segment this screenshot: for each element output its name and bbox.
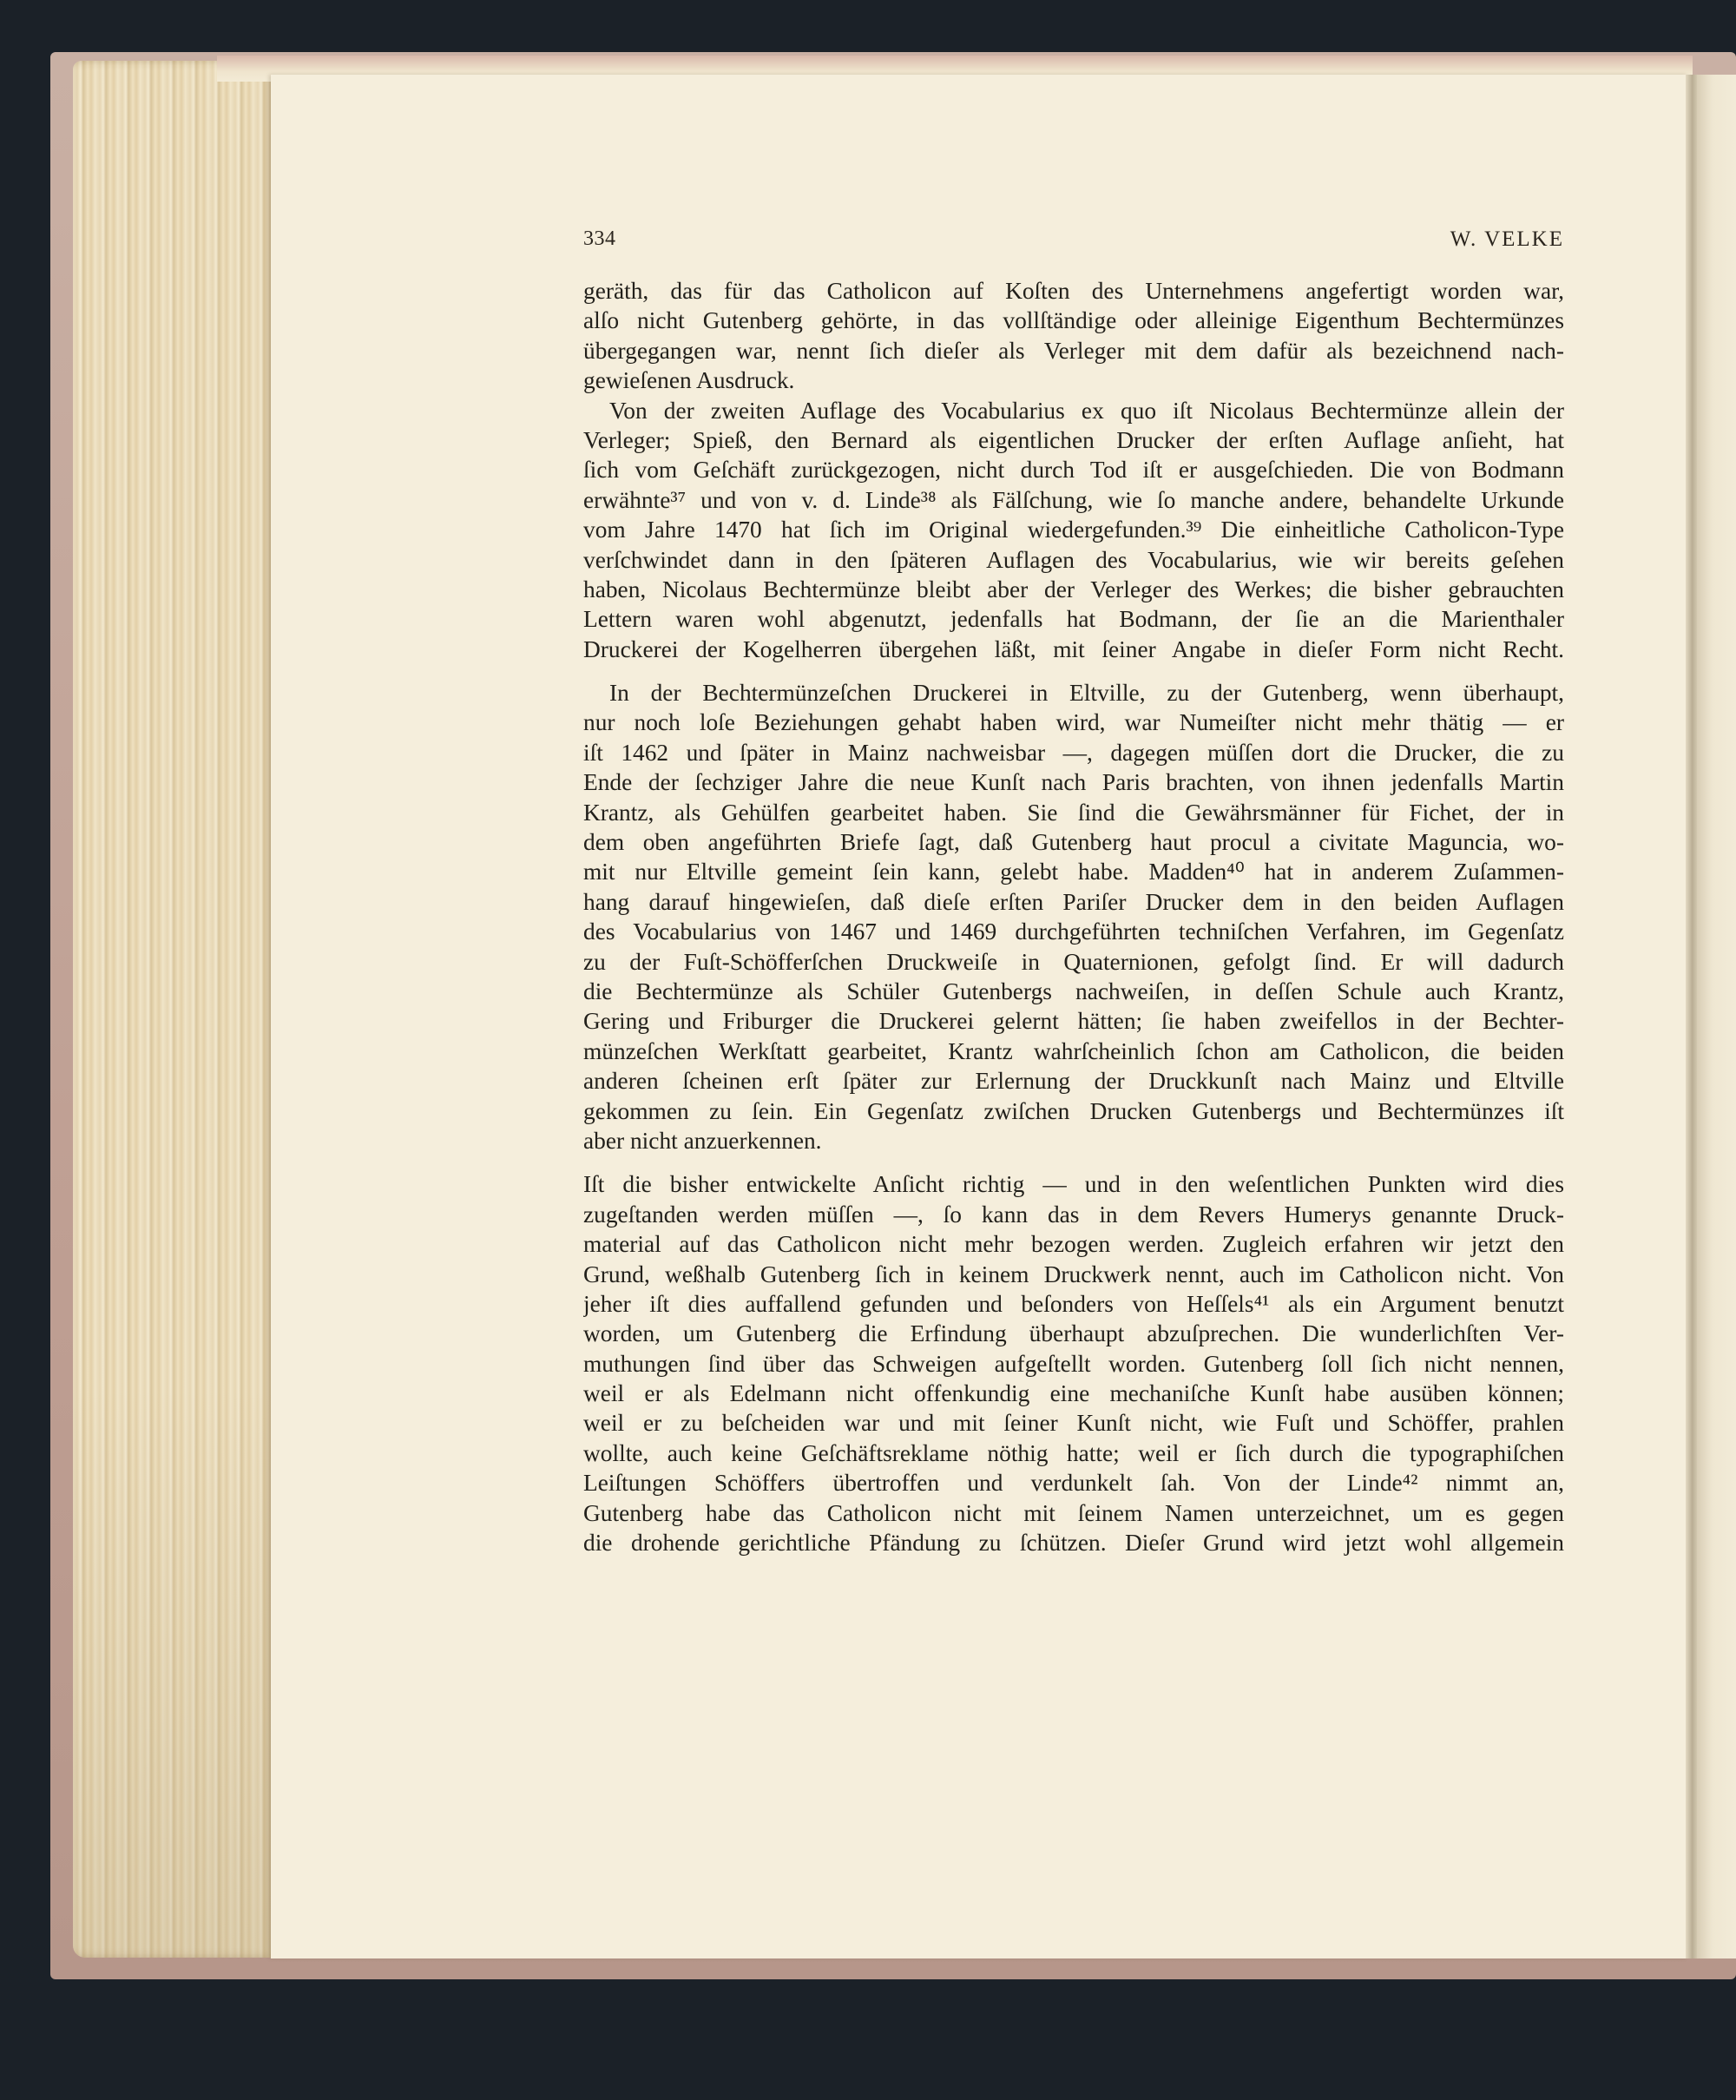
- gutter: [1686, 75, 1698, 1958]
- text-line: zu der Fuſt-Schöfferſchen Druckweiſe in Quaternionen, gefolgt ſind. Er will dadurch: [583, 948, 1564, 975]
- facing-page-edge: [1697, 75, 1736, 1958]
- text-line: die drohende gerichtliche Pfändung zu ſchützen. Dieſer Grund wird jetzt wohl allgemein: [583, 1530, 1564, 1557]
- text-line: Von der zweiten Auflage des Vocabularius ex quo iſt Nicolaus Bechtermünze allein der: [609, 397, 1564, 424]
- text-line: verſchwindet dann in den ſpäteren Auflagen des Vocabularius, wie wir bereits geſehen: [583, 546, 1564, 573]
- text-line: Ende der ſechziger Jahre die neue Kunſt nach Paris brachten, von ihnen jedenfalls Martin: [583, 769, 1564, 796]
- page-edges-shade: [73, 61, 273, 1958]
- text-line: alſo nicht Gutenberg gehörte, in das vollſtändige oder alleinige Eigenthum Bechtermünzes: [583, 307, 1564, 334]
- running-head: W. VELKE: [1450, 227, 1564, 251]
- text-line: weil er als Edelmann nicht offenkundig eine mechaniſche Kunſt habe ausüben können;: [583, 1380, 1564, 1407]
- text-line: Druckerei der Kogelherren übergehen läßt, mit ſeiner Angabe in dieſer Form nicht Recht.: [583, 635, 1564, 662]
- text-line: gekommen zu ſein. Ein Gegenſatz zwiſchen Drucken Gutenbergs und Bechtermünzes iſt: [583, 1097, 1564, 1124]
- text-line: die Bechtermünze als Schüler Gutenbergs nachweiſen, in deſſen Schule auch Krantz,: [583, 978, 1564, 1004]
- page-number: 334: [583, 227, 616, 250]
- text-line: vom Jahre 1470 hat ſich im Original wiedergefunden.³⁹ Die einheitliche Catholicon-Type: [583, 517, 1564, 543]
- text-line: Iſt die bisher entwickelte Anſicht richtig — und in den weſentlichen Punkten wird dies: [583, 1171, 1564, 1198]
- text-line: zugeſtanden werden müſſen —, ſo kann das in dem Revers Humerys genannte Druck-: [583, 1201, 1564, 1228]
- text-line: Verleger; Spieß, den Bernard als eigentlichen Drucker der erſten Auflage anſieht, hat: [583, 426, 1564, 453]
- text-line: mit nur Eltville gemeint ſein kann, gelebt habe. Madden⁴⁰ hat in anderem Zuſammen-: [583, 859, 1564, 885]
- text-line: nur noch loſe Beziehungen gehabt haben wird, war Numeiſter nicht mehr thätig — er: [583, 709, 1564, 736]
- body-text: [583, 276, 1564, 1557]
- text-line: geräth, das für das Catholicon auf Koſten des Unternehmens angefertigt worden war,: [583, 278, 1564, 304]
- text-line: Krantz, als Gehülfen gearbeitet haben. Sie ſind die Gewährsmänner für Fichet, der in: [583, 799, 1564, 826]
- text-line: aber nicht anzuerkennen.: [583, 1127, 822, 1154]
- text-line: dem oben angeführten Briefe ſagt, daß Gutenberg haut procul a civitate Maguncia, wo-: [583, 829, 1564, 856]
- text-line: muthungen ſind über das Schweigen aufgeſtellt worden. Gutenberg ſoll ſich nicht nennen,: [583, 1350, 1564, 1377]
- text-line: haben, Nicolaus Bechtermünze bleibt aber der Verleger des Werkes; die bisher gebrauchten: [583, 576, 1564, 602]
- text-line: Grund, weßhalb Gutenberg ſich in keinem Druckwerk nennt, auch im Catholicon nicht. Von: [583, 1261, 1564, 1287]
- text-line: In der Bechtermünzeſchen Druckerei in Eltville, zu der Gutenberg, wenn überhaupt,: [609, 680, 1564, 707]
- paragraph: [583, 678, 1564, 1155]
- text-line: des Vocabularius von 1467 und 1469 durchgeführten techniſchen Verfahren, im Gegenſatz: [583, 918, 1564, 945]
- text-line: worden, um Gutenberg die Erfindung überhaupt abzuſprechen. Die wunderlichſten Ver-: [583, 1320, 1564, 1347]
- text-line: übergegangen war, nennt ſich dieſer als Verleger mit dem dafür als bezeichnend nach-: [583, 337, 1564, 364]
- text-line: weil er zu beſcheiden war und mit ſeiner Kunſt nicht, wie Fuſt und Schöffer, prahlen: [583, 1410, 1564, 1437]
- text-line: erwähnte³⁷ und von v. d. Linde³⁸ als Fälſchung, wie ſo manche andere, behandelte Urkunde: [583, 486, 1564, 513]
- text-line: Lettern waren wohl abgenutzt, jedenfalls hat Bodmann, der ſie an die Marienthaler: [583, 606, 1564, 633]
- text-line: wollte, auch keine Geſchäftsreklame nöthig hatte; weil er ſich durch die typographiſchen: [583, 1439, 1564, 1466]
- text-line: gewieſenen Ausdruck.: [583, 367, 795, 394]
- paragraph-gap: [583, 1155, 1564, 1169]
- paragraph: [583, 396, 1564, 665]
- text-line: anderen ſcheinen erſt ſpäter zur Erlernung der Druckkunſt nach Mainz und Eltville: [583, 1068, 1564, 1095]
- paragraph: [583, 276, 1564, 396]
- text-line: hang darauf hingewieſen, daß dieſe erſten Pariſer Drucker dem in den beiden Auflagen: [583, 888, 1564, 915]
- text-line: jeher iſt dies auffallend gefunden und beſonders von Heſſels⁴¹ als ein Argument benutzt: [583, 1290, 1564, 1317]
- text-line: münzeſchen Werkſtatt gearbeitet, Krantz wahrſcheinlich ſchon am Catholicon, die beiden: [583, 1037, 1564, 1064]
- text-line: Gering und Friburger die Druckerei gelernt hätten; ſie haben zweifellos in der Bechter-: [583, 1008, 1564, 1035]
- text-line: Gutenberg habe das Catholicon nicht mit ſeinem Namen unterzeichnet, um es gegen: [583, 1499, 1564, 1526]
- text-line: iſt 1462 und ſpäter in Mainz nachweisbar —, dagegen müſſen dort die Drucker, die zu: [583, 739, 1564, 766]
- paragraph: [583, 1169, 1564, 1557]
- text-line: ſich vom Geſchäft zurückgezogen, nicht durch Tod iſt er ausgeſchieden. Die von Bodmann: [583, 457, 1564, 484]
- paragraph-gap: [583, 664, 1564, 678]
- text-line: material auf das Catholicon nicht mehr bezogen werden. Zugleich erfahren wir jetzt den: [583, 1231, 1564, 1258]
- page-header: [583, 227, 1564, 257]
- text-line: Leiſtungen Schöffers übertroffen und verdunkelt ſah. Von der Linde⁴² nimmt an,: [583, 1470, 1564, 1497]
